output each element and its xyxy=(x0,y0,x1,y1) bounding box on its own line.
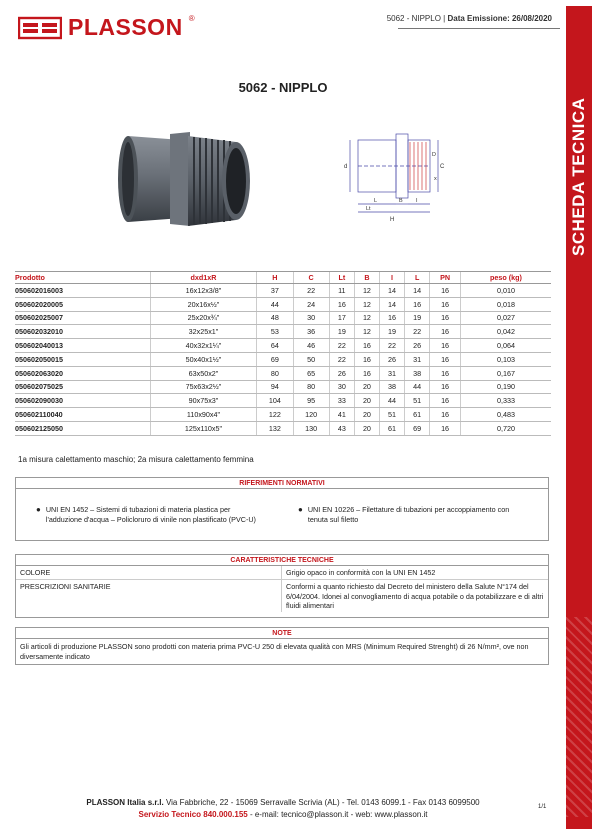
table-cell: 12 xyxy=(354,325,379,339)
table-cell: 0,010 xyxy=(460,284,551,298)
column-header: B xyxy=(354,272,379,284)
table-cell: 12 xyxy=(354,297,379,311)
dim-label-C: C xyxy=(440,164,445,170)
table-cell: 16 xyxy=(430,366,461,380)
normative-text: UNI EN 10226 – Filettature di tubazioni per accoppiamento con tenuta sul filetto xyxy=(307,505,510,524)
table-cell: 31 xyxy=(380,366,405,380)
table-cell: 0,103 xyxy=(460,352,551,366)
table-row xyxy=(15,421,551,435)
table-cell: 22 xyxy=(405,325,430,339)
table-cell: 16 xyxy=(430,325,461,339)
table-cell: 0,483 xyxy=(460,408,551,422)
table-cell: 95 xyxy=(293,394,329,408)
table-cell: 50x40x1½" xyxy=(150,352,257,366)
table-cell: 16 xyxy=(430,352,461,366)
table-cell: 132 xyxy=(257,421,293,435)
table-cell: 17 xyxy=(329,311,354,325)
table-cell: 40x32x1¼" xyxy=(150,339,257,353)
table-cell: 51 xyxy=(380,408,405,422)
footer-address-line xyxy=(0,797,566,809)
table-cell: 16 xyxy=(430,408,461,422)
company-name: PLASSON Italia s.r.l. xyxy=(86,798,164,807)
table-cell: 12 xyxy=(354,284,379,298)
table-cell: 16 xyxy=(430,339,461,353)
table-cell: 120 xyxy=(293,408,329,422)
table-cell: 16x12x3/8" xyxy=(150,284,257,298)
table-cell: 94 xyxy=(257,380,293,394)
dim-label-D: D xyxy=(432,152,436,158)
table-cell: 050602025007 xyxy=(15,311,150,325)
table-cell: 0,064 xyxy=(460,339,551,353)
table-cell: 26 xyxy=(380,352,405,366)
table-cell: 38 xyxy=(380,380,405,394)
table-cell: 30 xyxy=(329,380,354,394)
table-row xyxy=(15,311,551,325)
company-address: Via Fabbriche, 22 - 15069 Serravalle Scrivia (AL) - Tel. 0143 6099.1 - Fax 0143 6099500 xyxy=(163,798,480,807)
table-cell: 44 xyxy=(405,380,430,394)
column-header: C xyxy=(293,272,329,284)
footer-contact-line xyxy=(0,809,566,821)
table-cell: 43 xyxy=(329,421,354,435)
document-header xyxy=(387,14,552,23)
spec-row xyxy=(16,566,548,580)
plasson-logo-icon xyxy=(18,16,62,40)
table-cell: 69 xyxy=(257,352,293,366)
table-cell: 050602090030 xyxy=(15,394,150,408)
table-cell: 0,720 xyxy=(460,421,551,435)
table-cell: 050602063020 xyxy=(15,366,150,380)
table-cell: 53 xyxy=(257,325,293,339)
dim-label-L: L xyxy=(374,198,378,204)
dimensions-table xyxy=(15,271,551,436)
table-cell: 20 xyxy=(354,408,379,422)
table-cell: 25x20x¾" xyxy=(150,311,257,325)
normative-title: RIFERIMENTI NORMATIVI xyxy=(16,478,548,489)
spec-key: COLORE xyxy=(16,566,282,579)
table-row xyxy=(15,297,551,311)
technical-characteristics-section xyxy=(15,554,549,618)
table-cell: 050602110040 xyxy=(15,408,150,422)
technical-drawing xyxy=(330,126,450,236)
sidebar-pattern xyxy=(566,617,592,817)
table-cell: 16 xyxy=(354,352,379,366)
table-cell: 12 xyxy=(354,311,379,325)
table-cell: 050602032010 xyxy=(15,325,150,339)
table-cell: 51 xyxy=(405,394,430,408)
table-cell: 16 xyxy=(329,297,354,311)
table-cell: 26 xyxy=(405,339,430,353)
plasson-logo xyxy=(18,14,195,41)
column-header: dxd1xR xyxy=(150,272,257,284)
table-cell: 63x50x2" xyxy=(150,366,257,380)
normative-item xyxy=(36,505,266,524)
table-cell: 050602016003 xyxy=(15,284,150,298)
table-cell: 64 xyxy=(257,339,293,353)
table-cell: 61 xyxy=(380,421,405,435)
dim-label-H: H xyxy=(390,217,395,223)
red-sidebar xyxy=(566,6,592,829)
issue-date: Data Emissione: 26/08/2020 xyxy=(447,14,552,23)
technical-service: Servizio Tecnico 840.000.155 xyxy=(138,810,248,819)
table-cell: 80 xyxy=(293,380,329,394)
table-cell: 050602040013 xyxy=(15,339,150,353)
table-cell: 32x25x1" xyxy=(150,325,257,339)
table-cell: 19 xyxy=(405,311,430,325)
table-cell: 16 xyxy=(430,421,461,435)
table-cell: 26 xyxy=(329,366,354,380)
column-header: Lt xyxy=(329,272,354,284)
sidebar-label: SCHEDA TECNICA xyxy=(569,97,588,256)
table-cell: 16 xyxy=(430,284,461,298)
table-cell: 44 xyxy=(380,394,405,408)
table-row xyxy=(15,408,551,422)
table-cell: 0,333 xyxy=(460,394,551,408)
table-cell: 11 xyxy=(329,284,354,298)
table-cell: 61 xyxy=(405,408,430,422)
table-cell: 30 xyxy=(293,311,329,325)
table-cell: 16 xyxy=(430,297,461,311)
dim-label-Lt: Lt xyxy=(366,206,371,212)
table-row xyxy=(15,339,551,353)
table-cell: 16 xyxy=(430,394,461,408)
table-cell: 22 xyxy=(380,339,405,353)
table-cell: 50 xyxy=(293,352,329,366)
table-cell: 0,018 xyxy=(460,297,551,311)
table-cell: 16 xyxy=(380,311,405,325)
table-cell: 31 xyxy=(405,352,430,366)
table-cell: 0,190 xyxy=(460,380,551,394)
doc-ref: 5062 - NIPPLO xyxy=(386,14,441,23)
table-cell: 050602050015 xyxy=(15,352,150,366)
table-body xyxy=(15,284,551,436)
table-cell: 14 xyxy=(380,284,405,298)
registered-mark: ® xyxy=(188,14,195,23)
table-cell: 22 xyxy=(293,284,329,298)
column-header: I xyxy=(380,272,405,284)
table-cell: 20 xyxy=(354,380,379,394)
brand-name: PLASSON xyxy=(68,14,183,40)
table-row xyxy=(15,366,551,380)
page-number: 1/1 xyxy=(538,804,547,810)
specs-title: CARATTERISTICHE TECNICHE xyxy=(16,555,548,566)
table-cell: 19 xyxy=(380,325,405,339)
table-cell: 0,027 xyxy=(460,311,551,325)
normative-item xyxy=(298,505,528,524)
spec-key: PRESCRIZIONI SANITARIE xyxy=(16,580,282,612)
product-photo xyxy=(110,122,260,234)
table-cell: 104 xyxy=(257,394,293,408)
table-cell: 16 xyxy=(405,297,430,311)
dim-label-d: d xyxy=(344,164,348,170)
table-cell: 050602020005 xyxy=(15,297,150,311)
dim-label-B: B xyxy=(399,198,403,204)
table-cell: 80 xyxy=(257,366,293,380)
table-row xyxy=(15,394,551,408)
spec-value: Grigio opaco in conformità con la UNI EN 1452 xyxy=(286,568,436,577)
table-cell: 130 xyxy=(293,421,329,435)
bullet-icon: ● xyxy=(298,505,303,514)
table-cell: 122 xyxy=(257,408,293,422)
table-cell: 110x90x4" xyxy=(150,408,257,422)
table-cell: 36 xyxy=(293,325,329,339)
header-separator: | xyxy=(443,14,446,23)
table-cell: 90x75x3" xyxy=(150,394,257,408)
table-cell: 16 xyxy=(354,366,379,380)
table-cell: 46 xyxy=(293,339,329,353)
spec-value: Conformi a quanto richiesto dal Decreto del ministero della Salute N°174 del 6/04/2004. Idonei al convogliamento di acqua potabile o da potabilizzare e di altri fluidi alimentari xyxy=(286,582,544,611)
dim-label-I: I xyxy=(416,198,418,204)
table-cell: 22 xyxy=(329,352,354,366)
page-footer xyxy=(0,797,566,821)
table-cell: 48 xyxy=(257,311,293,325)
table-cell: 16 xyxy=(354,339,379,353)
table-row xyxy=(15,325,551,339)
table-cell: 41 xyxy=(329,408,354,422)
column-header: L xyxy=(405,272,430,284)
table-cell: 16 xyxy=(430,311,461,325)
table-cell: 20x16x½" xyxy=(150,297,257,311)
table-footnote: 1a misura calettamento maschio; 2a misura calettamento femmina xyxy=(18,455,254,464)
column-header: PN xyxy=(430,272,461,284)
notes-text: Gli articoli di produzione PLASSON sono prodotti con materia prima PVC-U 250 di elevata qualità con MRS (Minimum Required Strenght) di 26 N/mm², ove non diversamente indicato xyxy=(20,642,529,661)
table-row xyxy=(15,380,551,394)
table-cell: 0,042 xyxy=(460,325,551,339)
table-cell: 19 xyxy=(329,325,354,339)
table-cell: 44 xyxy=(257,297,293,311)
table-row xyxy=(15,284,551,298)
table-row xyxy=(15,352,551,366)
table-cell: 050602125050 xyxy=(15,421,150,435)
table-cell: 0,167 xyxy=(460,366,551,380)
table-cell: 38 xyxy=(405,366,430,380)
contact-info: - e-mail: tecnico@plasson.it - web: www.plasson.it xyxy=(247,810,428,819)
table-cell: 20 xyxy=(354,421,379,435)
column-header: Prodotto xyxy=(15,272,150,284)
table-cell: 24 xyxy=(293,297,329,311)
column-header: peso (kg) xyxy=(460,272,551,284)
dim-label-x: x xyxy=(434,176,437,182)
normative-text: UNI EN 1452 – Sistemi di tubazioni di materia plastica per l'adduzione d'acqua – Policloruro di vinile non plastificato (PVC-U) xyxy=(45,505,256,524)
table-cell: 22 xyxy=(329,339,354,353)
table-cell: 69 xyxy=(405,421,430,435)
notes-section xyxy=(15,627,549,665)
table-cell: 37 xyxy=(257,284,293,298)
table-cell: 33 xyxy=(329,394,354,408)
column-header: H xyxy=(257,272,293,284)
table-cell: 050602075025 xyxy=(15,380,150,394)
table-cell: 65 xyxy=(293,366,329,380)
normative-section xyxy=(15,477,549,541)
table-cell: 14 xyxy=(405,284,430,298)
table-cell: 20 xyxy=(354,394,379,408)
table-cell: 14 xyxy=(380,297,405,311)
spec-row xyxy=(16,580,548,612)
table-header-row xyxy=(15,272,551,284)
table-cell: 125x110x5" xyxy=(150,421,257,435)
table-cell: 75x63x2½" xyxy=(150,380,257,394)
notes-title: NOTE xyxy=(16,628,548,639)
bullet-icon: ● xyxy=(36,505,41,514)
table-cell: 16 xyxy=(430,380,461,394)
header-divider xyxy=(398,28,560,29)
page-title: 5062 - NIPPLO xyxy=(238,80,328,95)
